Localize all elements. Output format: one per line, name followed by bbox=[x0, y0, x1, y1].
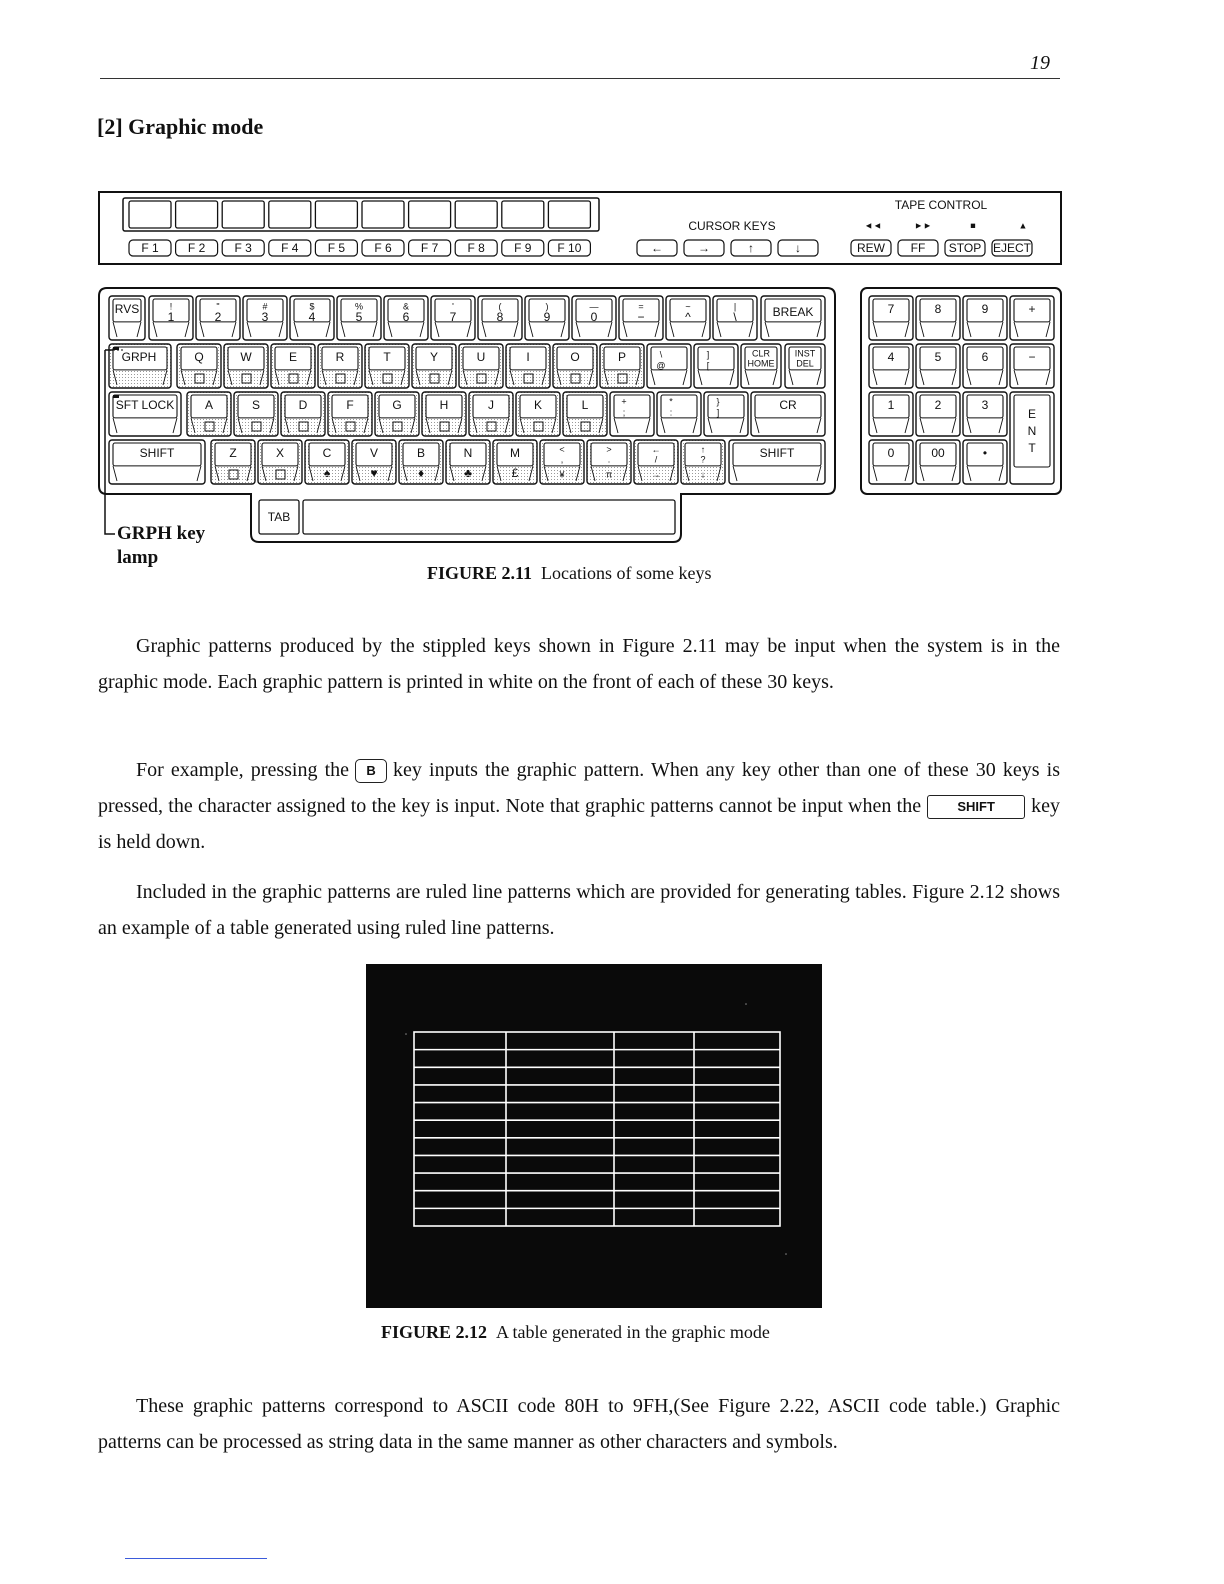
numpad-enter-letter: T bbox=[1028, 441, 1036, 456]
key-label: K bbox=[533, 398, 543, 413]
key-label: P bbox=[617, 350, 627, 365]
key-label: C bbox=[322, 446, 332, 461]
function-key-label: F 6 bbox=[374, 241, 392, 256]
tape-control-label: TAPE CONTROL bbox=[894, 198, 988, 213]
figure-2-11-text: Locations of some keys bbox=[541, 563, 712, 583]
key-label: X bbox=[275, 446, 285, 461]
key-shift-symbol: % bbox=[354, 301, 364, 312]
key-label: U bbox=[476, 350, 486, 365]
figure-2-11-caption bbox=[427, 563, 711, 584]
key-shift-symbol: # bbox=[262, 301, 268, 312]
del-label: DEL bbox=[796, 358, 814, 369]
keyboard-figure bbox=[95, 188, 1070, 590]
key-label: 1 bbox=[167, 310, 175, 325]
key-shift-symbol: ( bbox=[498, 301, 502, 312]
key-label: A bbox=[204, 398, 214, 413]
key-front-symbol: £ bbox=[511, 466, 519, 481]
key-label: [ bbox=[706, 360, 710, 371]
key-label: 4 bbox=[308, 310, 316, 325]
paragraph-1: Graphic patterns produced by the stippled keys shown in Figure 2.11 may be input when the system is in the graphic mode. Each graphic pattern is printed in white on the front of each of these 30 keys. bbox=[98, 635, 1060, 693]
key-label: E bbox=[288, 350, 298, 365]
footer-line bbox=[125, 1558, 267, 1559]
key-label: B bbox=[416, 446, 426, 461]
tab-key-label: TAB bbox=[267, 510, 291, 525]
key-label: , bbox=[560, 454, 564, 465]
key-front-symbol: ♥ bbox=[370, 466, 378, 481]
function-key-cap bbox=[129, 201, 171, 228]
key-label: O bbox=[570, 350, 580, 365]
key-shift-symbol: ) bbox=[545, 301, 549, 312]
key-label: L bbox=[581, 398, 589, 413]
cursor-key-arrow: → bbox=[698, 241, 710, 256]
key-front-symbol: ♣ bbox=[464, 466, 472, 481]
key-label: G bbox=[392, 398, 402, 413]
break-key-label: BREAK bbox=[772, 305, 814, 320]
key-label: . bbox=[607, 454, 611, 465]
key-shift-symbol: ! bbox=[169, 301, 173, 312]
grph-lamp-callout: GRPH key lamp bbox=[117, 523, 206, 568]
key-extra bbox=[704, 392, 748, 436]
function-key-label: F 3 bbox=[234, 241, 252, 256]
key-label: ? bbox=[700, 454, 706, 465]
eject-icon: ▲ bbox=[1018, 220, 1028, 231]
tape-key-label: FF bbox=[910, 241, 926, 256]
key-label: 6 bbox=[402, 310, 410, 325]
key-shift-symbol: $ bbox=[309, 301, 315, 312]
key-label: J bbox=[488, 398, 494, 413]
ruled-table-graphic bbox=[366, 964, 822, 1308]
inst-label: INST bbox=[794, 348, 816, 359]
numpad-key-label: 00 bbox=[931, 446, 945, 461]
key-extra bbox=[610, 392, 654, 436]
key-front-symbol: ↓ bbox=[700, 469, 706, 480]
key-front-symbol: ♠ bbox=[323, 466, 331, 481]
function-key-cap bbox=[548, 201, 590, 228]
key-shift-symbol: " bbox=[216, 301, 220, 312]
fast-forward-icon: ►► bbox=[914, 220, 932, 231]
numpad-key-label: 3 bbox=[981, 398, 989, 413]
function-key-label: F 4 bbox=[281, 241, 299, 256]
clr-label: CLR bbox=[751, 348, 771, 359]
tape-key-label: EJECT bbox=[992, 241, 1032, 256]
key-label: 3 bbox=[261, 310, 269, 325]
function-key-label: F 1 bbox=[141, 241, 159, 256]
paragraph-3: Included in the graphic patterns are ruled line patterns which are provided for generating tables. Figure 2.12 shows an example of a table generated using ruled line patterns. bbox=[98, 881, 1060, 939]
key-front-symbol: π bbox=[605, 469, 613, 480]
key-label: 5 bbox=[355, 310, 363, 325]
numpad-key-label: 5 bbox=[934, 350, 942, 365]
key-shift-symbol: | bbox=[733, 301, 737, 312]
key-label: 7 bbox=[449, 310, 457, 325]
tape-key-label: REW bbox=[857, 241, 885, 256]
key-label: : bbox=[669, 407, 673, 418]
key-label: F bbox=[346, 398, 354, 413]
rvs-key-label: RVS bbox=[114, 302, 140, 317]
function-key-cap bbox=[455, 201, 497, 228]
numpad-key-label: 7 bbox=[887, 302, 895, 317]
cursor-keys-label: CURSOR KEYS bbox=[688, 219, 776, 234]
key-label: R bbox=[335, 350, 345, 365]
header-rule bbox=[100, 78, 1060, 79]
numpad-key-label: + bbox=[1028, 302, 1036, 317]
cursor-key-arrow: ↑ bbox=[748, 241, 754, 256]
cr-key-label: CR bbox=[779, 398, 797, 413]
numpad-key-label: 8 bbox=[934, 302, 942, 317]
function-key-label: F 2 bbox=[187, 241, 206, 256]
key-label: Q bbox=[194, 350, 204, 365]
key-label: 0 bbox=[590, 310, 598, 325]
numpad-key-label: 0 bbox=[887, 446, 895, 461]
rewind-icon: ◄◄ bbox=[864, 220, 882, 231]
cursor-key-arrow: ↓ bbox=[795, 241, 801, 256]
function-key-cap bbox=[409, 201, 451, 228]
key-label: / bbox=[654, 454, 658, 465]
key-label: M bbox=[510, 446, 520, 461]
numpad-key-label: 2 bbox=[934, 398, 942, 413]
function-key-label: F 7 bbox=[420, 241, 439, 256]
key-shift-symbol: & bbox=[402, 301, 410, 312]
numpad-key-label: 4 bbox=[887, 350, 895, 365]
function-key-label: F 10 bbox=[557, 241, 582, 256]
key-extra bbox=[657, 392, 701, 436]
inline-b-key: B bbox=[355, 759, 387, 783]
key-label: − bbox=[637, 310, 645, 325]
key-shift-symbol: ← bbox=[651, 444, 661, 455]
function-key-cap bbox=[176, 201, 218, 228]
key-shift-symbol: \ bbox=[659, 349, 663, 360]
key-shift-symbol: + bbox=[621, 396, 627, 407]
key-label: H bbox=[439, 398, 449, 413]
key-front-symbol: → bbox=[651, 469, 661, 480]
key-front-symbol: ♦ bbox=[417, 466, 425, 481]
key-front-symbol: ¥ bbox=[559, 469, 565, 480]
tape-key-label: STOP bbox=[948, 241, 982, 256]
numpad-enter-letter: N bbox=[1027, 424, 1037, 439]
key-shift-symbol: } bbox=[716, 396, 720, 407]
function-key-cap bbox=[222, 201, 264, 228]
key-shift-symbol: ↑ bbox=[700, 444, 706, 455]
key-label: T bbox=[383, 350, 391, 365]
grph-key-label: GRPH bbox=[121, 350, 157, 365]
numpad-key-label: − bbox=[1028, 350, 1036, 365]
key-extra bbox=[647, 344, 691, 388]
key-label: Y bbox=[429, 350, 439, 365]
key-label: N bbox=[463, 446, 473, 461]
space-bar bbox=[303, 500, 675, 534]
stop-icon: ■ bbox=[970, 220, 976, 231]
function-key-label: F 5 bbox=[327, 241, 346, 256]
key-shift-symbol: ' bbox=[452, 301, 454, 312]
key-label: I bbox=[526, 350, 530, 365]
key-shift-symbol: ~ bbox=[685, 301, 691, 312]
key-shift-symbol: ] bbox=[706, 349, 710, 360]
cursor-key-arrow: ← bbox=[651, 241, 663, 256]
key-label: 9 bbox=[543, 310, 551, 325]
table-screen-photo bbox=[366, 964, 822, 1308]
key-label: 2 bbox=[214, 310, 222, 325]
paragraph-2: For example, pressing the B key inputs the graphic pattern. When any key other than one of these 30 keys is pressed, the character assigned to the key is input. Note that graphic patterns cannot be input when the SHIFT key is held down. bbox=[98, 759, 1060, 853]
key-label: ^ bbox=[685, 310, 691, 325]
key-shift-symbol: * bbox=[669, 396, 673, 407]
key-label: S bbox=[251, 398, 261, 413]
key-label: D bbox=[298, 398, 308, 413]
key-label: W bbox=[240, 350, 252, 365]
function-key-label: F 8 bbox=[467, 241, 485, 256]
right-shift-key-label: SHIFT bbox=[759, 446, 795, 461]
inline-shift-key: SHIFT bbox=[927, 795, 1025, 819]
key-label: 8 bbox=[496, 310, 504, 325]
numpad-key-label: 9 bbox=[981, 302, 989, 317]
function-key-cap bbox=[269, 201, 311, 228]
section-title: [2] Graphic mode bbox=[97, 114, 264, 139]
key-label: Z bbox=[229, 446, 237, 461]
key-shift-symbol: > bbox=[606, 444, 612, 455]
paragraph-4: These graphic patterns correspond to ASCII code 80H to 9FH,(See Figure 2.22, ASCII code table.) Graphic patterns can be processed as string data in the same manner as other characters and symbols. bbox=[98, 1395, 1060, 1453]
key-shift-symbol: < bbox=[559, 444, 565, 455]
sft-lock-key-label: SFT LOCK bbox=[115, 398, 175, 413]
function-key-label: F 9 bbox=[514, 241, 532, 256]
key-extra bbox=[694, 344, 738, 388]
figure-2-11-label: FIGURE 2.11 bbox=[427, 563, 533, 583]
numpad-key-label: 6 bbox=[981, 350, 989, 365]
function-key-cap bbox=[502, 201, 544, 228]
left-shift-key-label: SHIFT bbox=[139, 446, 175, 461]
key-label: ] bbox=[716, 407, 720, 418]
numpad-key-label: • bbox=[982, 446, 988, 461]
figure-2-12-text: A table generated in the graphic mode bbox=[496, 1322, 770, 1342]
figure-2-12-caption bbox=[381, 1322, 770, 1343]
function-key-cap bbox=[315, 201, 357, 228]
numpad-key-label: 1 bbox=[887, 398, 895, 413]
home-label: HOME bbox=[747, 358, 775, 369]
key-label: @ bbox=[656, 360, 666, 371]
page-number: 19 bbox=[1030, 52, 1050, 74]
figure-2-12-label: FIGURE 2.12 bbox=[381, 1322, 488, 1342]
key-label: \ bbox=[733, 310, 737, 325]
key-label: ; bbox=[622, 407, 626, 418]
key-shift-symbol: = bbox=[638, 301, 644, 312]
key-shift-symbol: — bbox=[589, 301, 599, 312]
function-key-cap bbox=[362, 201, 404, 228]
numpad-enter-letter: E bbox=[1027, 407, 1037, 422]
key-label: V bbox=[369, 446, 379, 461]
